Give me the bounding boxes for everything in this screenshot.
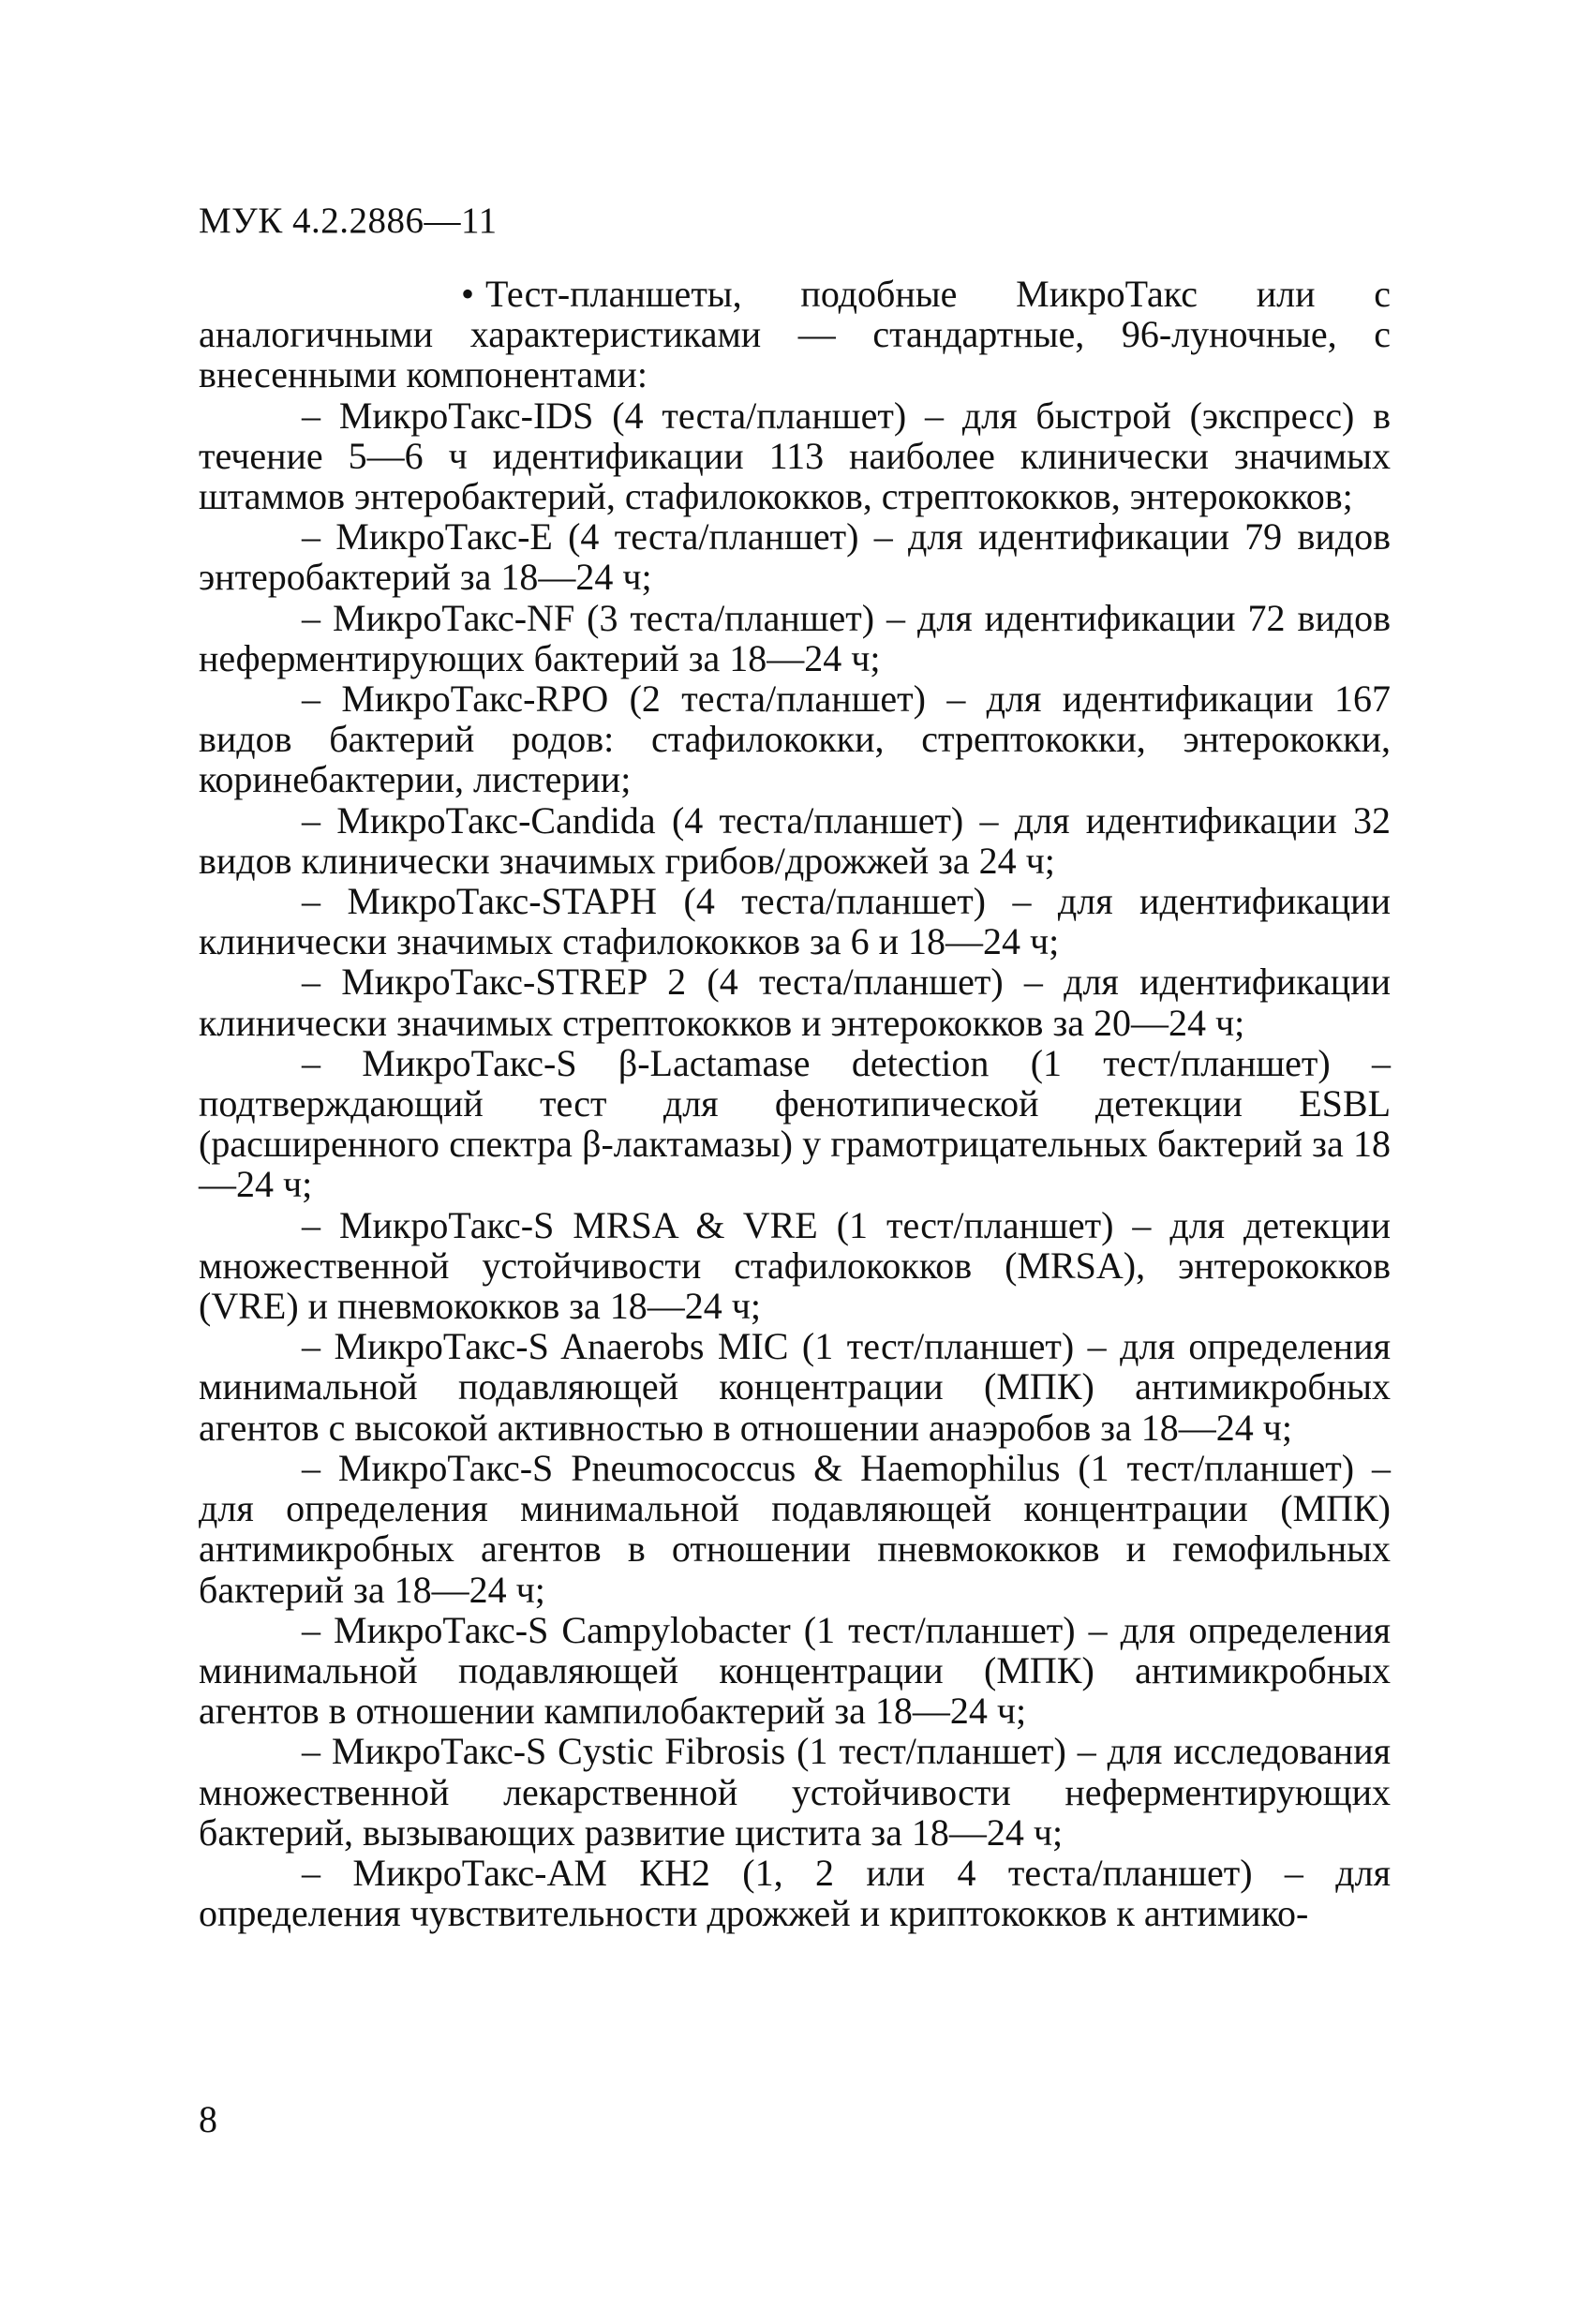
list-item-am-kh2: – МикроТакс-АМ КН2 (1, 2 или 4 теста/планшет) – для определения чувствительности дрожжей и криптококков к антимико- — [199, 1851, 1391, 1935]
intro-text: Тест-планшеты, подобные МикроТакс или с аналогичными характеристиками — стандартные, 96-луночные, с внесенными компонентами: — [199, 273, 1391, 396]
list-item-ids: – МикроТакс-IDS (4 теста/планшет) – для быстрой (экспресс) в течение 5—6 ч идентификации 113 наиболее клинически значимых штаммов энтеробактерий, стафилококков, стрептококков, энтерококков; — [199, 394, 1391, 518]
list-item-e: – МикроТакс-Е (4 теста/планшет) – для идентификации 79 видов энтеробактерий за 18—24 ч; — [199, 515, 1391, 599]
document-body — [199, 274, 1391, 1933]
list-item-strep2: – МикроТакс-STREP 2 (4 теста/планшет) – для идентификации клинически значимых стрептококков и энтерококков за 20—24 ч; — [199, 961, 1391, 1044]
list-item-nf: – МикроТакс-NF (3 теста/планшет) – для идентификации 72 видов неферментирующих бактерий за 18—24 ч; — [199, 596, 1391, 679]
list-item-rpo: – МикроТакс-RPO (2 теста/планшет) – для идентификации 167 видов бактерий родов: стафилококки, стрептококки, энтерококки, коринебактерии, листерии; — [199, 678, 1391, 801]
list-item-beta-lactamase: – МикроТакс-S β-Lactamase detection (1 тест/планшет) – подтверждающий тест для фенотипической детекции ESBL (расширенного спектра β-лактамазы) у грамотрицательных бактерий за 18—24 ч; — [199, 1041, 1391, 1206]
list-item-anaerobs: – МикроТакс-S Anaerobs MIC (1 тест/планшет) – для определения минимальной подавляющей концентрации (МПК) антимикробных агентов с высокой активностью в отношении анаэробов за 18—24 ч; — [199, 1325, 1391, 1449]
intro-paragraph — [199, 274, 1391, 395]
list-item-candida: – МикроТакс-Candida (4 теста/планшет) – для идентификации 32 видов клинически значимых грибов/дрожжей за 24 ч; — [199, 798, 1391, 882]
list-item-mrsa-vre: – МикроТакс-S MRSA & VRE (1 тест/планшет) – для детекции множественной устойчивости стафилококков (MRSA), энтерококков (VRE) и пневмококков за 18—24 ч; — [199, 1203, 1391, 1328]
bullet-icon: • — [461, 273, 475, 315]
list-item-campylobacter: – МикроТакс-S Campylobacter (1 тест/планшет) – для определения минимальной подавляющей концентрации (МПК) антимикробных агентов в отношении кампилобактерий за 18—24 ч; — [199, 1608, 1391, 1733]
running-header: МУК 4.2.2886—11 — [199, 201, 498, 241]
list-item-cystic-fibrosis: – МикроТакс-S Cystic Fibrosis (1 тест/планшет) – для исследования множественной лекарственной устойчивости неферментирующих бактерий, вызывающих развитие цистита за 18—24 ч; — [199, 1730, 1391, 1854]
list-item-staph: – МикроТакс-STAPH (4 теста/планшет) – для идентификации клинически значимых стафилококков за 6 и 18—24 ч; — [199, 880, 1391, 963]
list-item-pneumococcus: – МикроТакс-S Pneumococcus & Haemophilus (1 тест/планшет) – для определения минимальной подавляющей концентрации (МПК) антимикробных агентов в отношении пневмококков и гемофильных бактерий за 18—24 ч; — [199, 1446, 1391, 1611]
page-number: 8 — [199, 2098, 217, 2140]
